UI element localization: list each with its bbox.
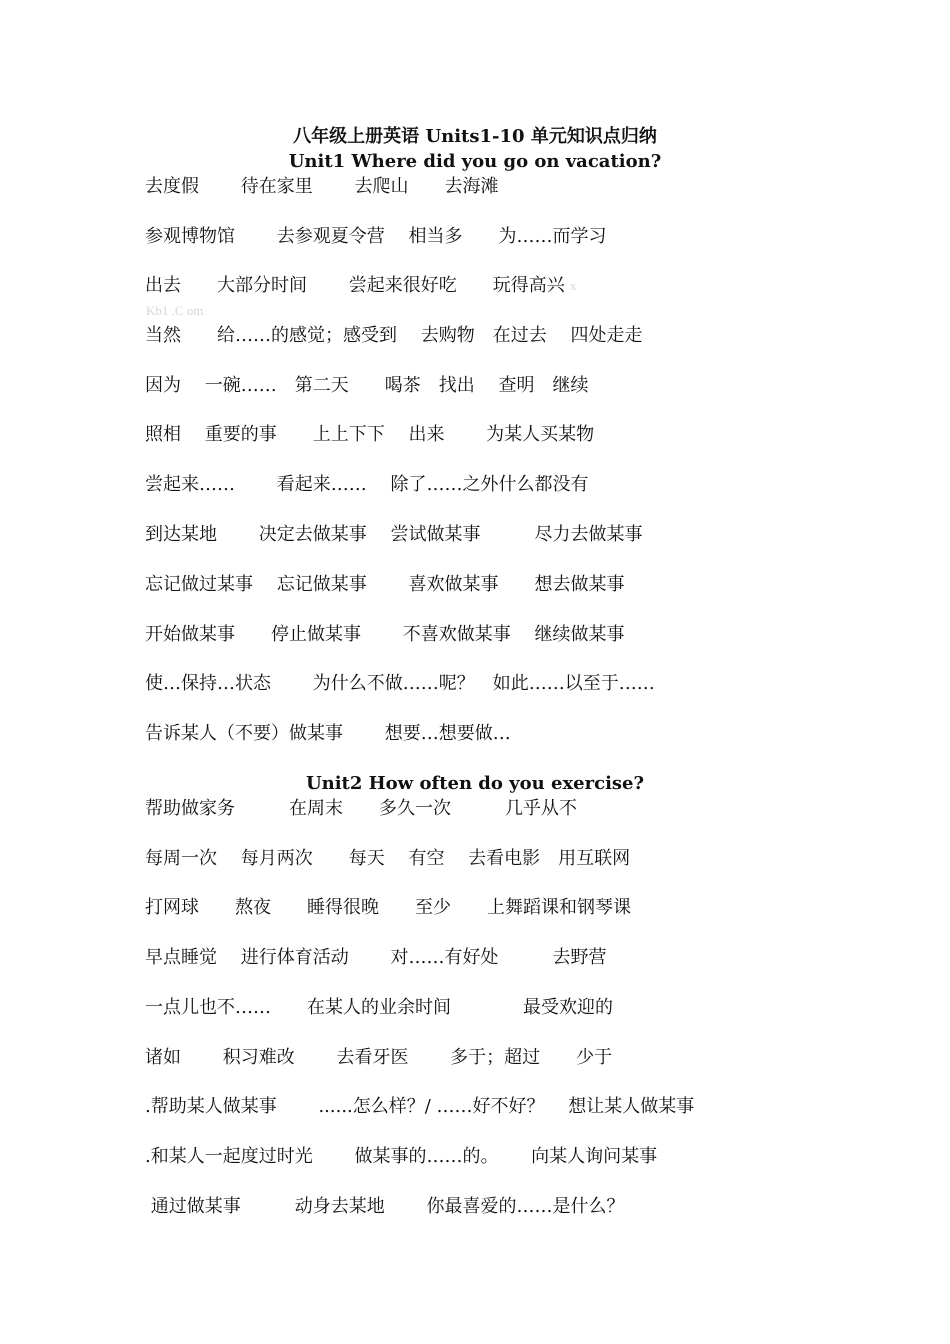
watermark-text: Kb1 .C om (146, 303, 204, 318)
unit1-line-6: 照相 重要的事 上上下下 出来 为某人买某物 (145, 424, 595, 445)
unit2-line-6: 诸如 积习难改 去看牙医 多于；超过 少于 (145, 1047, 613, 1068)
unit2-line-9: 通过做某事 动身去某地 你最喜爱的……是什么？ (145, 1196, 625, 1217)
unit1-line-4: 当然 给……的感觉；感受到 去购物 在过去 四处走走 (145, 325, 643, 346)
unit1-line-1: 去度假 待在家里 去爬山 去海滩 (145, 176, 499, 197)
unit2-line-2: 每周一次 每月两次 每天 有空 去看电影 用互联网 (145, 848, 631, 869)
unit2-heading: Unit2 How often do you exercise? (305, 773, 645, 794)
unit2-line-5: 一点儿也不…… 在某人的业余时间 最受欢迎的 (145, 997, 613, 1018)
unit1-line-8: 到达某地 决定去做某事 尝试做某事 尽力去做某事 (145, 524, 643, 545)
unit1-line-3: 出去 大部分时间 尝起来很好吃 玩得高兴 (145, 275, 565, 296)
unit2-line-1: 帮助做家务 在周末 多久一次 几乎从不 (145, 798, 577, 819)
unit1-line-11: 使…保持…状态 为什么不做……呢？ 如此……以至于…… (145, 673, 655, 694)
unit2-line-3: 打网球 熬夜 睡得很晚 至少 上舞蹈课和钢琴课 (145, 897, 631, 918)
unit2-line-7: .帮助某人做某事 ......怎么样？/ ……好不好？ 想让某人做某事 (145, 1096, 695, 1117)
watermark-text: x (570, 278, 577, 293)
unit1-line-12: 告诉某人（不要）做某事 想要…想要做… (145, 723, 511, 744)
unit1-line-5: 因为 一碗…… 第二天 喝茶 找出 查明 继续 (145, 375, 589, 396)
unit1-line-2: 参观博物馆 去参观夏令营 相当多 为……而学习 (145, 226, 607, 247)
unit2-line-8: .和某人一起度过时光 做某事的……的。 向某人询问某事 (145, 1146, 658, 1167)
document-title: 八年级上册英语 Units1-10 单元知识点归纳 (293, 126, 657, 147)
unit1-line-10: 开始做某事 停止做某事 不喜欢做某事 继续做某事 (145, 624, 625, 645)
unit1-heading: Unit1 Where did you go on vacation? (288, 151, 662, 172)
unit2-line-4: 早点睡觉 进行体育活动 对……有好处 去野营 (145, 947, 607, 968)
unit1-line-7: 尝起来…… 看起来…… 除了……之外什么都没有 (145, 474, 589, 495)
unit1-line-9: 忘记做过某事 忘记做某事 喜欢做某事 想去做某事 (145, 574, 625, 595)
